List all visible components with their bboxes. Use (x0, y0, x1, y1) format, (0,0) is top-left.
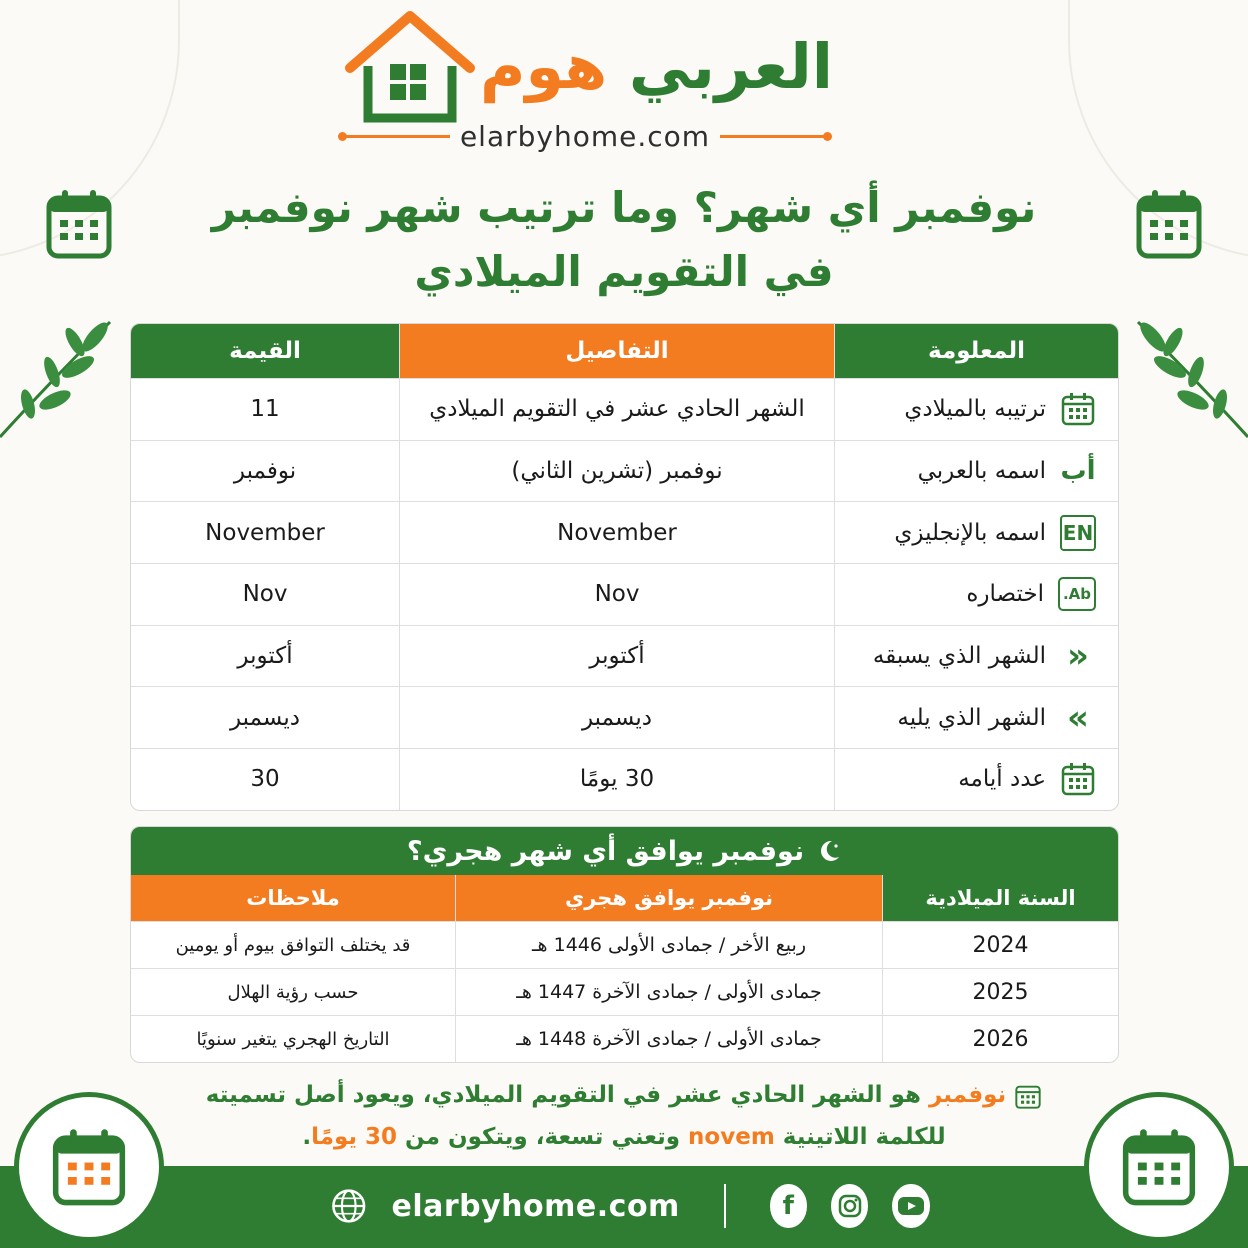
calendar-icon (1014, 1082, 1042, 1110)
globe-icon (330, 1184, 367, 1228)
row-label-cell (834, 687, 1118, 748)
row-note: حسب رؤية الهلال (227, 981, 359, 1003)
crescent-moon-icon (816, 838, 842, 864)
row-details: الشهر الحادي عشر في التقويم الميلادي (399, 379, 834, 440)
abbreviation-icon: Ab. (1058, 577, 1096, 611)
row-label: عدد أيامه (958, 766, 1046, 793)
row-hijri: ربيع الأخر / جمادى الأولى 1446 هـ (455, 922, 882, 968)
table-row (131, 378, 1118, 440)
row-value: نوفمبر (233, 458, 297, 485)
row-label-cell (834, 379, 1118, 440)
table-row (131, 748, 1118, 810)
table-row (131, 625, 1118, 687)
note-latin: novem (688, 1124, 775, 1150)
row-value: Nov (242, 581, 288, 608)
hijri-table (130, 826, 1119, 1063)
row-year: 2024 (882, 922, 1118, 968)
row-label: ترتيبه بالميلادي (904, 396, 1046, 423)
double-chevron-right-icon: « (1067, 636, 1089, 677)
row-label: اسمه بالعربي (917, 458, 1046, 485)
hijri-title-bar (131, 827, 1118, 875)
row-details: نوفمبر (تشرين الثاني) (399, 441, 834, 502)
divider (724, 1184, 726, 1228)
row-value: 11 (250, 396, 280, 423)
table-row (131, 968, 1118, 1015)
header-year: السنة الميلادية (882, 875, 1118, 921)
brand-logo[interactable] (340, 10, 900, 160)
row-label: الشهر الذي يليه (897, 704, 1046, 731)
row-value: ديسمبر (229, 704, 301, 731)
row-year: 2025 (882, 969, 1118, 1015)
footer-calendar-badge-right (1084, 1092, 1234, 1242)
table-row (131, 921, 1118, 968)
footer-url[interactable]: elarbyhome.com (391, 1188, 680, 1224)
arabic-letters-icon: أب (1060, 456, 1096, 487)
header-value: القيمة (131, 324, 399, 378)
row-details: 30 يومًا (399, 749, 834, 810)
calendar-icon (1136, 188, 1202, 260)
note-end: . (302, 1124, 312, 1150)
leaf-branch-decoration (0, 312, 120, 442)
leaf-branch-decoration (1128, 312, 1248, 442)
english-letters-icon: EN (1060, 515, 1096, 551)
row-label: الشهر الذي يسبقه (872, 643, 1046, 670)
facebook-icon[interactable]: f (770, 1184, 807, 1228)
brand-url[interactable]: elarbyhome.com (459, 119, 711, 153)
row-details: أكتوبر (399, 626, 834, 687)
brand-name-green: العربي (628, 30, 834, 103)
row-hijri: جمادى الأولى / جمادى الآخرة 1448 هـ (455, 1016, 882, 1062)
note-text-1: هو الشهر الحادي عشر في التقويم الميلادي، ويعود أصل تسميته (205, 1082, 929, 1108)
table-row (131, 1015, 1118, 1062)
divider (340, 135, 450, 138)
brand-name-orange: هوم (480, 30, 608, 103)
row-hijri: جمادى الأولى / جمادى الآخرة 1447 هـ (455, 969, 882, 1015)
row-label: اسمه بالإنجليزي (894, 519, 1046, 546)
calendar-icon (1121, 1127, 1197, 1207)
note-text-2: للكلمة اللاتينية (774, 1124, 946, 1150)
row-details: ديسمبر (399, 687, 834, 748)
row-value: 30 (250, 766, 280, 793)
row-details: Nov (399, 564, 834, 625)
row-label-cell (834, 502, 1118, 563)
calendar-icon (51, 1127, 127, 1207)
table-row (131, 686, 1118, 748)
row-details: November (399, 502, 834, 563)
header-details: التفاصيل (399, 324, 834, 378)
row-label-cell (834, 441, 1118, 502)
divider (720, 135, 830, 138)
page-title (160, 176, 1088, 304)
summary-note (200, 1074, 1048, 1158)
row-note: التاريخ الهجري يتغير سنويًا (196, 1028, 390, 1050)
brand-name (480, 30, 833, 103)
double-chevron-left-icon: » (1067, 697, 1089, 738)
row-label-cell (834, 749, 1118, 810)
header-info: المعلومة (834, 324, 1118, 378)
calendar-icon (46, 188, 112, 260)
page-title-line1: نوفمبر أي شهر؟ وما ترتيب شهر نوفمبر (211, 183, 1037, 232)
row-value: November (205, 519, 325, 546)
footer-calendar-badge-left (14, 1092, 164, 1242)
table-row (131, 440, 1118, 502)
table-header-row (131, 875, 1118, 921)
table-header-row (131, 324, 1118, 378)
note-text-3: وتعني تسعة، ويتكون من (397, 1124, 689, 1150)
note-month: نوفمبر (928, 1082, 1007, 1108)
note-days: 30 يومًا (311, 1124, 398, 1150)
calendar-icon (1060, 391, 1096, 427)
header-notes: ملاحظات (131, 875, 455, 921)
house-icon (340, 10, 480, 130)
page-title-line2: في التقويم الميلادي (414, 247, 834, 296)
row-value: أكتوبر (237, 643, 293, 670)
youtube-icon[interactable] (892, 1184, 929, 1228)
row-label-cell (834, 626, 1118, 687)
row-note: قد يختلف التوافق بيوم أو يومين (175, 934, 411, 956)
row-label-cell (834, 564, 1118, 625)
calendar-icon (1060, 761, 1096, 797)
table-row (131, 563, 1118, 625)
row-label: اختصاره (966, 581, 1044, 608)
table-row (131, 501, 1118, 563)
header-hijri: نوفمبر يوافق هجري (455, 875, 882, 921)
hijri-title: نوفمبر يوافق أي شهر هجري؟ (406, 835, 805, 867)
row-year: 2026 (882, 1016, 1118, 1062)
month-info-table (130, 323, 1119, 811)
footer-content (330, 1176, 930, 1236)
brand-url-row (340, 118, 830, 154)
instagram-icon[interactable] (831, 1184, 868, 1228)
